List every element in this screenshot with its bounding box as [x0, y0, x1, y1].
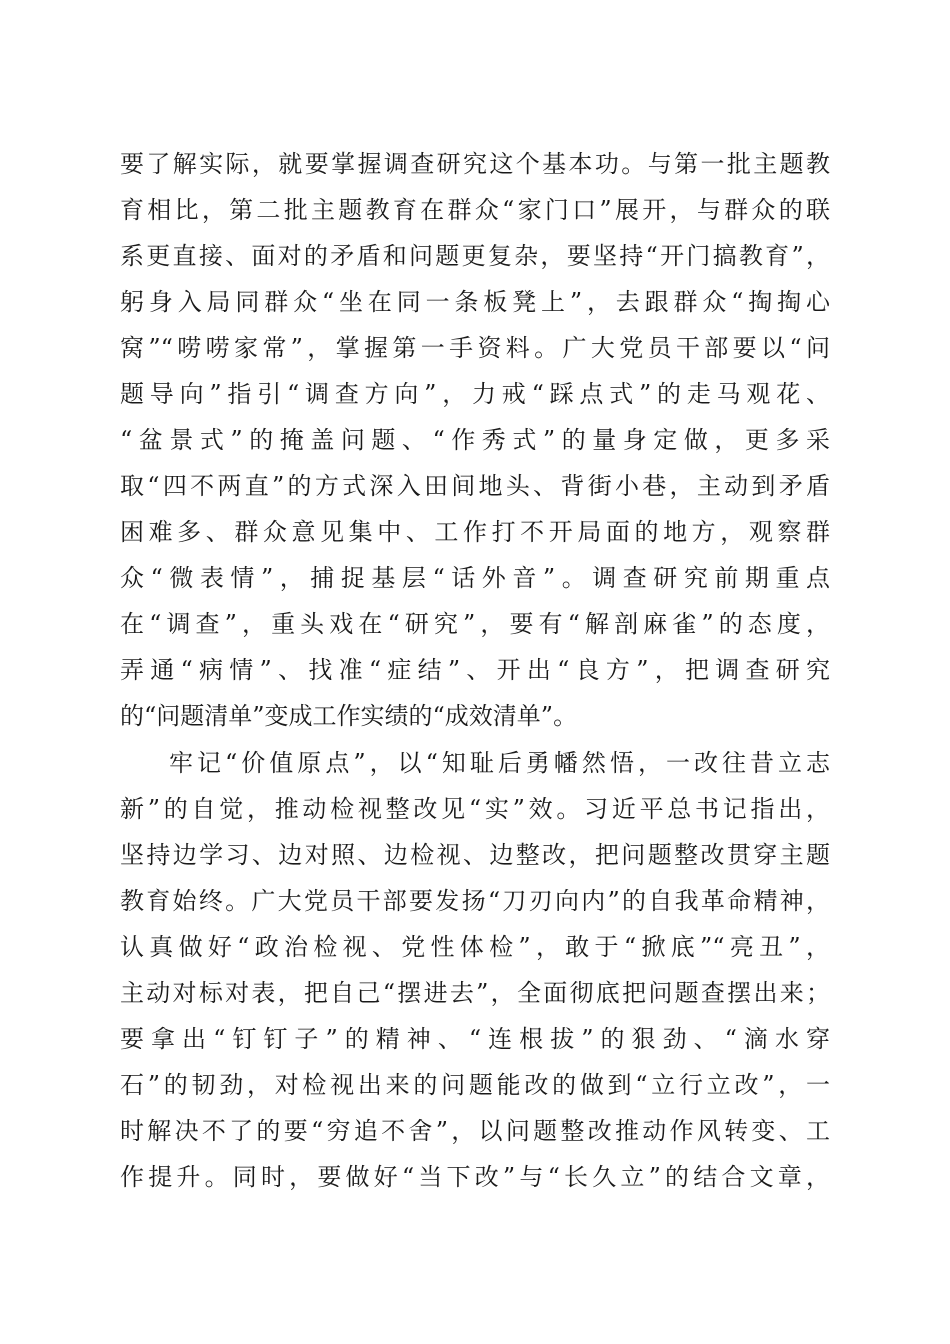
paragraph-1-line: 窝”“唠唠家常”，掌握第一手资料。广大党员干部要以“问 [120, 334, 830, 362]
paragraph-2-line: 石”的韧劲，对检视出来的问题能改的做到“立行立改”，一 [120, 1071, 830, 1099]
paragraph-1-line: 困难多、群众意见集中、工作打不开局面的地方，观察群 [120, 518, 830, 546]
paragraph-1-line: 系更直接、面对的矛盾和问题更复杂，要坚持“开门搞教育”， [120, 242, 830, 270]
paragraph-1-line: 众“微表情”，捕捉基层“话外音”。调查研究前期重点 [120, 564, 830, 592]
paragraph-1-line: 的“问题清单”变成工作实绩的“成效清单”。 [120, 702, 578, 730]
paragraph-2-line: 要拿出“钉钉子”的精神、“连根拔”的狠劲、“滴水穿 [120, 1025, 830, 1053]
paragraph-1-line: 取“四不两直”的方式深入田间地头、背街小巷，主动到矛盾 [120, 472, 830, 500]
paragraph-2-line: 主动对标对表，把自己“摆进去”，全面彻底把问题查摆出来； [120, 979, 830, 1007]
paragraph-1-line: 要了解实际，就要掌握调查研究这个基本功。与第一批主题教 [120, 150, 830, 178]
paragraph-1-line: 弄通“病情”、找准“症结”、开出“良方”，把调查研究 [120, 656, 830, 684]
paragraph-2-line: 牢记“价值原点”，以“知耻后勇幡然悟，一改往昔立志 [169, 749, 830, 777]
paragraph-2-line: 认真做好“政治检视、党性体检”，敢于“掀底”“亮丑”， [120, 933, 830, 961]
paragraph-2-line: 新”的自觉，推动检视整改见“实”效。习近平总书记指出， [120, 795, 830, 823]
paragraph-2-line: 时解决不了的要“穷追不舍”，以问题整改推动作风转变、工 [120, 1117, 830, 1145]
paragraph-1-line: 题导向”指引“调查方向”，力戒“踩点式”的走马观花、 [120, 380, 830, 408]
paragraph-1-line: 躬身入局同群众“坐在同一条板凳上”，去跟群众“掏掏心 [120, 288, 830, 316]
paragraph-1-line: 育相比，第二批主题教育在群众“家门口”展开，与群众的联 [120, 196, 830, 224]
paragraph-2-line: 坚持边学习、边对照、边检视、边整改，把问题整改贯穿主题 [120, 841, 830, 869]
paragraph-1-line: “盆景式”的掩盖问题、“作秀式”的量身定做，更多采 [120, 426, 830, 454]
paragraph-1-line: 在“调查”，重头戏在“研究”，要有“解剖麻雀”的态度， [120, 610, 830, 638]
paragraph-2-line: 教育始终。广大党员干部要发扬“刀刃向内”的自我革命精神， [120, 887, 830, 915]
paragraph-2-line: 作提升。同时，要做好“当下改”与“长久立”的结合文章， [120, 1163, 830, 1191]
